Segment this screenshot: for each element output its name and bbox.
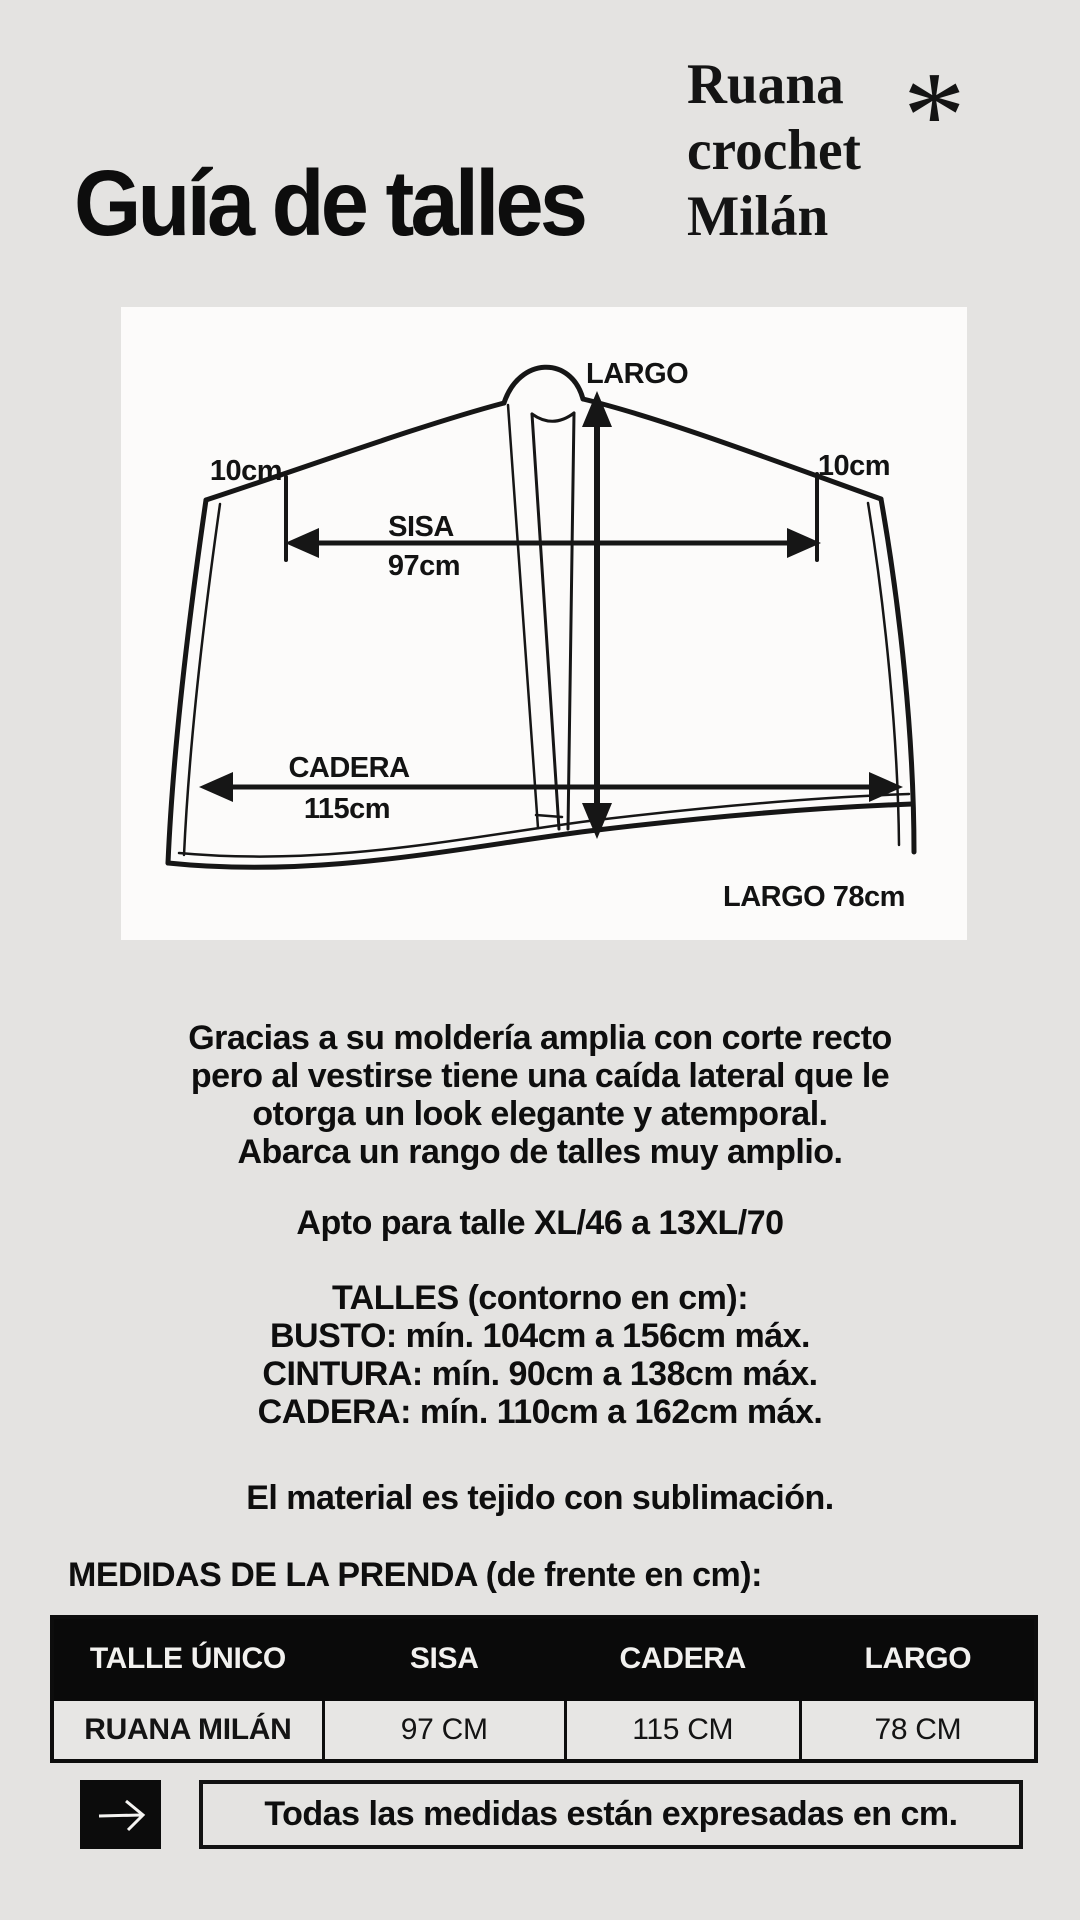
product-name-line-3: Milán bbox=[687, 185, 829, 248]
sizes-cintura: CINTURA: mín. 90cm a 138cm máx. bbox=[262, 1355, 818, 1393]
diagram-label-sisa: SISA bbox=[388, 511, 454, 543]
sizes-heading: TALLES (contorno en cm): bbox=[331, 1279, 749, 1317]
description-line: Gracias a su moldería amplia con corte recto bbox=[188, 1019, 892, 1057]
table-cell-largo: 78 CM bbox=[800, 1700, 1036, 1762]
table-header-row bbox=[52, 1617, 1036, 1700]
diagram-value-sisa: 97cm bbox=[387, 550, 461, 582]
diagram-value-cadera: 115cm bbox=[303, 793, 391, 825]
body-sizes-block bbox=[0, 1279, 1080, 1431]
garment-measures-heading: MEDIDAS DE LA PRENDA (de frente en cm): bbox=[68, 1556, 762, 1594]
table-header-largo: LARGO bbox=[800, 1617, 1036, 1700]
sizes-busto: BUSTO: mín. 104cm a 156cm máx. bbox=[270, 1317, 810, 1355]
diagram-label-largo: LARGO bbox=[586, 358, 689, 390]
product-name bbox=[687, 52, 861, 250]
diagram-label-left-sleeve: 10cm bbox=[209, 455, 283, 487]
product-name-line-2: crochet bbox=[687, 119, 861, 182]
material-note: El material es tejido con sublimación. bbox=[246, 1479, 834, 1517]
diagram-label-cadera: CADERA bbox=[288, 752, 410, 784]
table-header-cadera: CADERA bbox=[565, 1617, 800, 1700]
measurements-table bbox=[50, 1615, 1038, 1763]
table-header-sisa: SISA bbox=[323, 1617, 565, 1700]
product-name-line-1: Ruana bbox=[687, 53, 844, 116]
arrow-right-icon bbox=[93, 1791, 149, 1839]
diagram-label-largo-value: LARGO 78cm bbox=[723, 881, 905, 913]
table-cell-product: RUANA MILÁN bbox=[52, 1700, 323, 1762]
table-cell-sisa: 97 CM bbox=[323, 1700, 565, 1762]
ruana-measurement-diagram bbox=[121, 307, 967, 940]
description-line: Abarca un rango de talles muy amplio. bbox=[237, 1133, 843, 1171]
description-line: otorga un look elegante y atemporal. bbox=[252, 1095, 828, 1133]
page-title: Guía de talles bbox=[74, 151, 585, 255]
garment-diagram-panel bbox=[121, 307, 967, 940]
description-line: pero al vestirse tiene una caída lateral que le bbox=[190, 1057, 890, 1095]
sizes-cadera: CADERA: mín. 110cm a 162cm máx. bbox=[257, 1393, 823, 1431]
table-header-talle-unico: TALLE ÚNICO bbox=[52, 1617, 323, 1700]
units-note-box bbox=[199, 1780, 1023, 1849]
asterisk-icon: * bbox=[903, 47, 966, 185]
units-note-text: Todas las medidas están expresadas en cm. bbox=[264, 1795, 958, 1833]
description-paragraph bbox=[0, 1019, 1080, 1171]
next-arrow-button[interactable] bbox=[80, 1780, 161, 1849]
table-row bbox=[52, 1700, 1036, 1762]
table-cell-cadera: 115 CM bbox=[565, 1700, 800, 1762]
fit-range-note: Apto para talle XL/46 a 13XL/70 bbox=[296, 1204, 784, 1242]
diagram-label-right-sleeve: 10cm bbox=[817, 450, 891, 482]
